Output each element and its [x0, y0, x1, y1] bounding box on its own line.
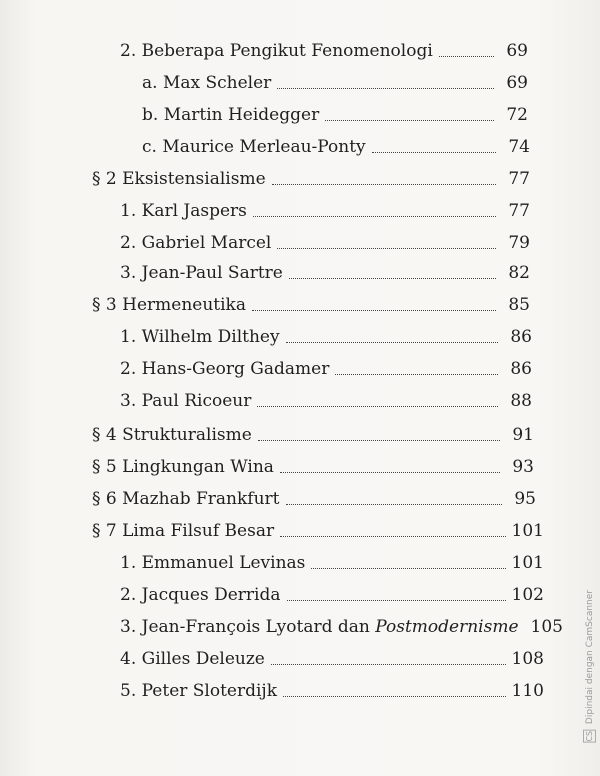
toc-entry-page: 93	[512, 457, 534, 477]
toc-entry-label: 2. Jacques Derrida	[120, 585, 281, 605]
toc-entry[interactable]	[142, 136, 530, 158]
toc-entry-label: 3. Paul Ricoeur	[120, 391, 252, 411]
toc-entry-label: 2. Beberapa Pengikut Fenomenologi	[120, 41, 433, 61]
toc-entry-page: 105	[530, 617, 563, 637]
toc-entry-label: 5. Peter Sloterdijk	[120, 681, 278, 701]
toc-entry[interactable]	[92, 168, 530, 190]
toc-entry-label: 4. Gilles Deleuze	[120, 649, 265, 669]
toc-entry[interactable]	[120, 200, 530, 222]
toc-entry[interactable]	[120, 616, 563, 638]
dot-leader	[258, 439, 500, 441]
toc-entry[interactable]	[92, 456, 534, 478]
toc-entry[interactable]	[142, 72, 528, 94]
toc-entry[interactable]	[120, 358, 532, 380]
dot-leader	[253, 215, 496, 217]
dot-leader	[277, 247, 496, 249]
toc-entry-page: 85	[508, 295, 530, 315]
toc-entry-page: 95	[514, 489, 536, 509]
toc-entry[interactable]	[92, 294, 530, 316]
toc-entry-page: 101	[511, 553, 544, 573]
dot-leader	[335, 373, 498, 375]
toc-entry-label: § 4 Strukturalisme	[92, 425, 252, 445]
dot-leader	[325, 119, 494, 121]
toc-entry-page: 102	[511, 585, 544, 605]
toc-entry-label: § 6 Mazhab Frankfurt	[92, 489, 280, 509]
dot-leader	[286, 503, 503, 505]
dot-leader	[252, 309, 496, 311]
toc-entry-label-text: 3. Jean-François Lyotard dan	[120, 617, 370, 637]
dot-leader	[311, 567, 505, 569]
dot-leader	[272, 183, 496, 185]
toc-entry-page: 108	[511, 649, 544, 669]
toc-entry[interactable]	[120, 40, 528, 62]
toc-entry-page: 86	[510, 327, 532, 347]
dot-leader	[277, 87, 494, 89]
dot-leader	[257, 405, 498, 407]
toc-entry-label: § 3 Hermeneutika	[92, 295, 246, 315]
dot-leader	[286, 341, 498, 343]
toc-entry-label: 2. Hans-Georg Gadamer	[120, 359, 330, 379]
toc-entry-page: 77	[508, 201, 530, 221]
toc-entry-label	[120, 616, 519, 638]
toc-entry-page: 77	[508, 169, 530, 189]
toc-entry[interactable]	[120, 262, 530, 284]
toc-entry-label: c. Maurice Merleau-Ponty	[142, 137, 366, 157]
toc-entry[interactable]	[92, 424, 534, 446]
toc-entry[interactable]	[142, 104, 528, 126]
scanner-watermark	[583, 590, 595, 743]
toc-entry[interactable]	[120, 326, 532, 348]
toc-entry-page: 88	[510, 391, 532, 411]
watermark-text: Dipindai dengan CamScanner	[585, 590, 595, 725]
toc-entry-page: 69	[506, 73, 528, 93]
toc-entry-label: 1. Emmanuel Levinas	[120, 553, 306, 573]
toc-entry-label: § 2 Eksistensialisme	[92, 169, 266, 189]
dot-leader	[283, 695, 506, 697]
toc-entry[interactable]	[120, 232, 530, 254]
dot-leader	[289, 277, 496, 279]
toc-entry-page: 69	[506, 41, 528, 61]
toc-entry-label: a. Max Scheler	[142, 73, 272, 93]
toc-entry[interactable]	[120, 680, 544, 702]
toc-entry-label-italic: Postmodernisme	[375, 617, 519, 637]
dot-leader	[280, 535, 505, 537]
toc-entry-page: 91	[512, 425, 534, 445]
toc-entry-label: b. Martin Heidegger	[142, 105, 320, 125]
camscanner-logo-icon: CS	[585, 730, 594, 742]
toc-entry-label: § 7 Lima Filsuf Besar	[92, 521, 275, 541]
toc-entry-page: 86	[510, 359, 532, 379]
dot-leader	[280, 471, 500, 473]
toc-entry-page: 74	[508, 137, 530, 157]
toc-entry[interactable]	[120, 648, 544, 670]
toc-entry[interactable]	[92, 520, 544, 542]
toc-entry[interactable]	[120, 584, 544, 606]
toc-entry-page: 82	[508, 263, 530, 283]
toc-entry[interactable]	[120, 552, 544, 574]
toc-entry[interactable]	[120, 390, 532, 412]
dot-leader	[372, 151, 496, 153]
toc-entry-label: 1. Karl Jaspers	[120, 201, 247, 221]
toc-entry-page: 101	[511, 521, 544, 541]
dot-leader	[439, 55, 494, 57]
toc-entry-page: 79	[508, 233, 530, 253]
toc-entry[interactable]	[92, 488, 536, 510]
toc-entry-label: § 5 Lingkungan Wina	[92, 457, 274, 477]
toc-entry-page: 110	[511, 681, 544, 701]
toc-entry-page: 72	[506, 105, 528, 125]
toc-entry-label: 2. Gabriel Marcel	[120, 233, 272, 253]
toc-entry-label: 3. Jean-Paul Sartre	[120, 263, 283, 283]
dot-leader	[271, 663, 506, 665]
toc-entry-label: 1. Wilhelm Dilthey	[120, 327, 280, 347]
dot-leader	[287, 599, 506, 601]
